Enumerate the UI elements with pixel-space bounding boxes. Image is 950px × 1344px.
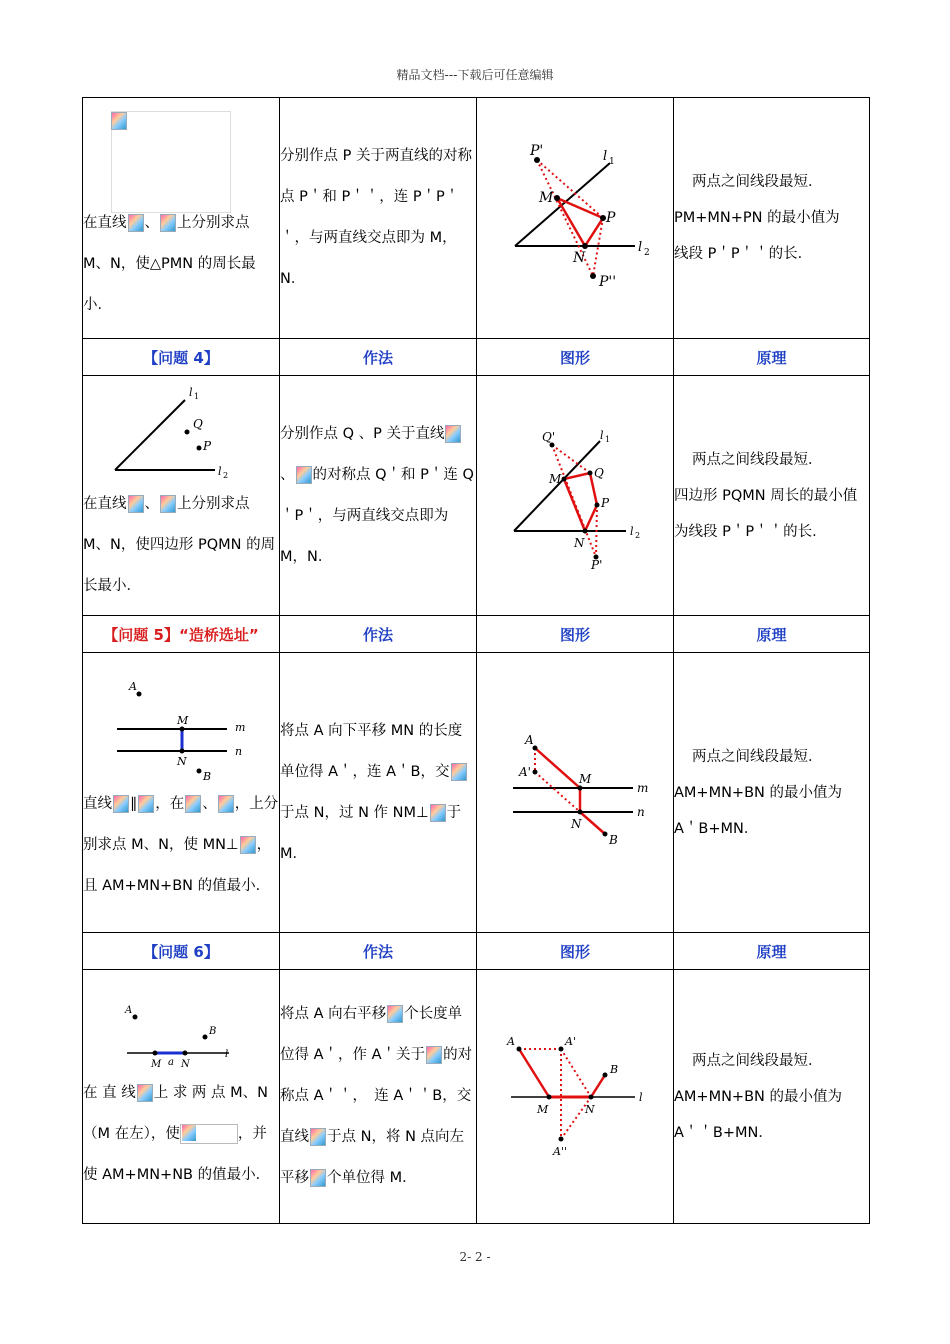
label-l2-sub: 2 bbox=[223, 471, 229, 480]
label-l2: l bbox=[630, 524, 634, 538]
text: 将点 A 向下平移 MN 的长度单位得 A＇，连 A＇B，交 bbox=[280, 722, 463, 780]
image-icon bbox=[137, 1084, 153, 1102]
label-A: A bbox=[125, 1005, 133, 1016]
label-m: m bbox=[235, 720, 246, 734]
page-header: 精品文档---下载后可任意编辑 bbox=[396, 68, 554, 82]
image-icon bbox=[451, 763, 467, 781]
problem-5-header bbox=[83, 616, 870, 653]
reflection-figure-4 bbox=[500, 421, 650, 571]
text: 分别作点 Q 、P 关于直线 bbox=[280, 425, 445, 442]
principle-line: PM+MN+PN 的最小值为 bbox=[674, 210, 840, 226]
problem-title: 【问题 4】 bbox=[83, 339, 280, 376]
principle-line: 线段 P＇P＇＇的长． bbox=[674, 246, 813, 262]
text: 在 直 线 bbox=[83, 1085, 136, 1101]
label-a: a bbox=[168, 1057, 174, 1068]
label-l1: l bbox=[600, 428, 604, 442]
label-l: l bbox=[639, 1090, 643, 1104]
image-icon bbox=[296, 466, 312, 484]
image-icon bbox=[185, 795, 201, 813]
label-l: l bbox=[225, 1049, 229, 1060]
principle-line: 两点之间线段最短． bbox=[692, 174, 823, 190]
bridge-figure bbox=[495, 728, 655, 858]
principle-line: A＇B+MN． bbox=[674, 820, 759, 837]
problem-4-header bbox=[83, 339, 870, 376]
label-M: M bbox=[539, 190, 554, 206]
col-figure: 图形 bbox=[477, 933, 674, 970]
problem-4-figure bbox=[477, 376, 674, 616]
image-icon bbox=[218, 795, 234, 813]
principle-line: 两点之间线段最短． bbox=[692, 748, 823, 765]
col-method: 作法 bbox=[280, 933, 477, 970]
label-l2-sub: 2 bbox=[635, 530, 641, 540]
label-M: M bbox=[177, 713, 189, 727]
label-M: M bbox=[151, 1059, 162, 1070]
col-method: 作法 bbox=[280, 339, 477, 376]
label-A: A bbox=[507, 1034, 515, 1048]
problem-5-cond-figure bbox=[103, 679, 253, 784]
label-Q1: Q' bbox=[542, 429, 556, 444]
principle-line: A＇＇B+MN． bbox=[674, 1124, 773, 1141]
text: 、 bbox=[144, 214, 159, 231]
label-A: A bbox=[525, 732, 534, 747]
label-l1: l bbox=[603, 149, 608, 164]
image-icon bbox=[128, 214, 144, 232]
label-P: P bbox=[606, 210, 616, 226]
text: 于 M． bbox=[280, 804, 462, 862]
reflection-figure-3 bbox=[495, 138, 655, 298]
image-icon bbox=[160, 495, 176, 513]
geometry-table bbox=[82, 97, 870, 1224]
image-icon bbox=[430, 804, 446, 822]
col-figure: 图形 bbox=[477, 339, 674, 376]
col-principle: 原理 bbox=[674, 616, 870, 653]
problem-6-figure bbox=[477, 970, 674, 1224]
col-method: 作法 bbox=[280, 616, 477, 653]
col-figure: 图形 bbox=[477, 616, 674, 653]
label-A2: A'' bbox=[553, 1144, 567, 1158]
problem-5-row bbox=[83, 653, 870, 933]
text: 、 bbox=[280, 466, 295, 483]
problem-5-principle bbox=[674, 653, 870, 933]
principle-line: 四边形 PQMN 周长的最小值为线段 P＇P＇＇的长． bbox=[674, 487, 858, 540]
label-P2: P'' bbox=[599, 274, 617, 290]
problem-4-cond-figure bbox=[103, 384, 243, 484]
label-n: n bbox=[235, 744, 243, 758]
label-A1: A' bbox=[519, 764, 531, 779]
image-icon bbox=[310, 1169, 326, 1187]
problem-6-principle bbox=[674, 970, 870, 1224]
image-icon bbox=[111, 112, 127, 130]
label-l1-sub: 1 bbox=[194, 392, 200, 401]
label-B: B bbox=[203, 769, 212, 783]
principle-line: 两点之间线段最短． bbox=[692, 451, 823, 468]
text: 于点 N，将 N 点向左平移 bbox=[280, 1129, 465, 1186]
label-l2-sub: 2 bbox=[644, 248, 650, 258]
label-N: N bbox=[571, 816, 582, 831]
image-icon bbox=[426, 1046, 442, 1064]
problem-3-row bbox=[83, 98, 870, 339]
label-P1: P' bbox=[591, 557, 603, 571]
label-M: M bbox=[579, 771, 592, 786]
text: 在直线 bbox=[83, 214, 127, 231]
method-text: 分别作点 P 关于两直线的对称点 P＇和 P＇＇，连 P＇P＇＇，与两直线交点即为 M，N． bbox=[280, 148, 472, 287]
text: 将点 A 向右平移 bbox=[280, 1006, 387, 1022]
image-icon bbox=[387, 1005, 403, 1023]
label-N: N bbox=[585, 1102, 595, 1116]
problem-4-principle bbox=[674, 376, 870, 616]
label-B: B bbox=[610, 1062, 619, 1076]
text: 在直线 bbox=[83, 496, 127, 512]
image-icon bbox=[138, 795, 154, 813]
label-N: N bbox=[181, 1059, 190, 1070]
image-icon bbox=[182, 1125, 196, 1141]
text: 上分别求点 M、N，使△PMN 的周长最小． bbox=[83, 214, 256, 313]
problem-6-header bbox=[83, 933, 870, 970]
label-P: P bbox=[601, 495, 610, 510]
label-l2: l bbox=[638, 240, 643, 255]
problem-3-figure bbox=[477, 98, 674, 339]
problem-6-method bbox=[280, 970, 477, 1224]
problem-title: 【问题 6】 bbox=[83, 933, 280, 970]
text: 、 bbox=[202, 795, 217, 812]
text: 个长度单位得 A＇，作 A＇关于 bbox=[280, 1006, 463, 1063]
text: 个单位得 M． bbox=[327, 1170, 417, 1186]
principle-line: AM+MN+BN 的最小值为 bbox=[674, 784, 842, 801]
label-B: B bbox=[609, 832, 618, 847]
label-P: P bbox=[203, 439, 212, 453]
translation-figure bbox=[495, 1027, 655, 1167]
page-footer: 2- 2 - bbox=[459, 1250, 491, 1264]
problem-6-row bbox=[83, 970, 870, 1224]
text: 上分别求点 M、N，使四边形 PQMN 的周长最小． bbox=[83, 496, 276, 594]
label-l1: l bbox=[189, 386, 193, 399]
problem-6-condition bbox=[83, 970, 280, 1224]
problem-4-row bbox=[83, 376, 870, 616]
problem-3-method bbox=[280, 98, 477, 339]
problem-4-method bbox=[280, 376, 477, 616]
problem-3-principle bbox=[674, 98, 870, 339]
label-N: N bbox=[177, 754, 187, 768]
text: 上 求 两 点 M、N（M 在左），使 bbox=[83, 1085, 269, 1142]
text: ，且 AM+MN+BN 的值最小． bbox=[83, 836, 272, 894]
image-icon bbox=[128, 495, 144, 513]
label-M: M bbox=[549, 471, 562, 486]
label-A1: A' bbox=[565, 1034, 576, 1048]
image-icon bbox=[445, 425, 461, 443]
image-icon bbox=[113, 795, 129, 813]
text: 的对称点 A＇＇， 连 A＇＇B，交直线 bbox=[280, 1047, 473, 1145]
problem-3-condition bbox=[83, 98, 280, 339]
image-placeholder bbox=[180, 1124, 238, 1144]
label-N: N bbox=[574, 535, 585, 550]
label-l1-sub: 1 bbox=[609, 157, 615, 167]
problem-4-condition bbox=[83, 376, 280, 616]
text: 、 bbox=[144, 496, 159, 512]
label-l1-sub: 1 bbox=[605, 434, 611, 444]
label-M: M bbox=[537, 1102, 549, 1116]
problem-5-method bbox=[280, 653, 477, 933]
image-placeholder bbox=[111, 111, 231, 213]
label-n: n bbox=[637, 804, 645, 819]
label-l2: l bbox=[218, 465, 222, 478]
col-principle: 原理 bbox=[674, 933, 870, 970]
col-principle: 原理 bbox=[674, 339, 870, 376]
image-icon bbox=[310, 1128, 326, 1146]
label-N: N bbox=[573, 250, 586, 266]
text: ，在 bbox=[155, 795, 185, 812]
problem-6-cond-figure bbox=[103, 1001, 253, 1073]
problem-title: 【问题 5】“造桥选址” bbox=[83, 616, 280, 653]
label-Q: Q bbox=[193, 417, 203, 431]
image-icon bbox=[160, 214, 176, 232]
label-P1: P' bbox=[530, 143, 544, 159]
label-m: m bbox=[637, 780, 649, 795]
problem-5-figure bbox=[477, 653, 674, 933]
text: 直线 bbox=[83, 795, 112, 812]
text: ，上分别求点 M、N，使 MN⊥ bbox=[83, 795, 279, 853]
text: 于点 N，过 N 作 NM⊥ bbox=[280, 804, 429, 821]
label-B: B bbox=[209, 1026, 217, 1037]
principle-line: 两点之间线段最短． bbox=[692, 1052, 823, 1069]
principle-line: AM+MN+BN 的最小值为 bbox=[674, 1088, 842, 1105]
image-icon bbox=[240, 836, 256, 854]
label-A: A bbox=[129, 679, 137, 693]
label-Q: Q bbox=[594, 465, 604, 480]
text: ，并使 AM+MN+NB 的值最小． bbox=[83, 1126, 271, 1183]
problem-5-condition bbox=[83, 653, 280, 933]
text: 的对称点 Q＇和 P＇连 Q＇P＇，与两直线交点即为 M，N． bbox=[280, 466, 474, 565]
text: ∥ bbox=[130, 795, 138, 812]
